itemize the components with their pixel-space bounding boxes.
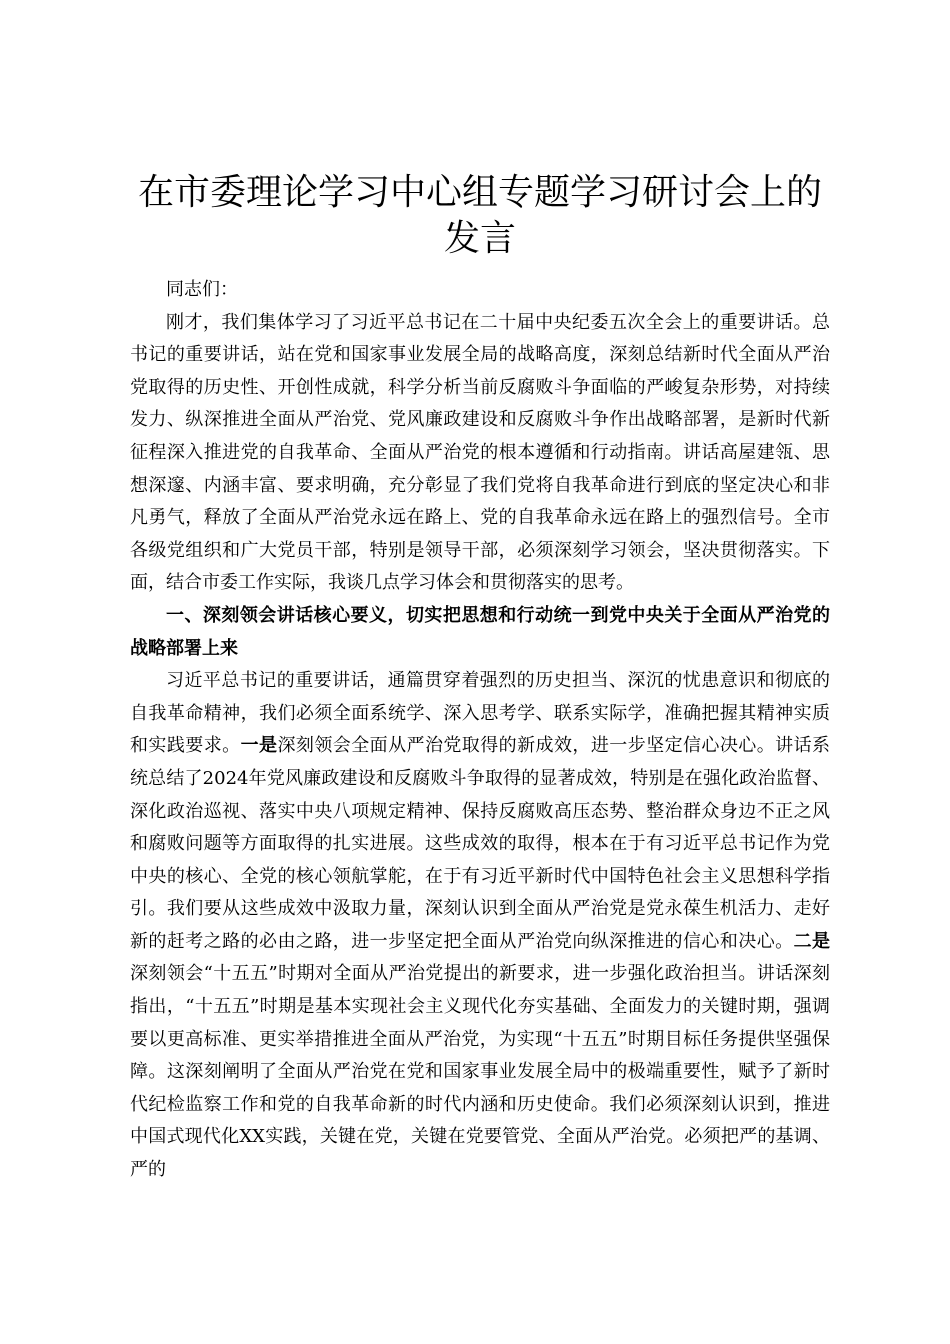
document-title: 在市委理论学习中心组专题学习研讨会上的发言: [137, 172, 822, 259]
salutation: 同志们：: [166, 279, 238, 300]
document-body: [130, 170, 830, 1187]
intro-paragraph: 刚才，我们集体学习了习近平总书记在二十届中央纪委五次全会上的重要讲话。总书记的重要讲话，站在党和国家事业发展全局的战略高度，深刻总结新时代全面从严治党取得的历史性、开创性成就，科学分析当前反腐败斗争面临的严峻复杂形势，对持续发力、纵深推进全面从严治党、党风廉政建设和反腐败斗争作出战略部署，是新时代新征程深入推进党的自我革命、全面从严治党的根本遵循和行动指南。讲话高屋建瓴、思想深邃、内涵丰富、要求明确，充分彰显了我们党将自我革命进行到底的坚定决心和非凡勇气，释放了全面从严治党永远在路上、党的自我革命永远在路上的强烈信号。全市各级党组织和广大党员干部，特别是领导干部，必须深刻学习领会，坚决贯彻落实。下面，结合市委工作实际，我谈几点学习体会和贯彻落实的思考。: [130, 311, 830, 594]
section-1-text-b: 深刻领会全面从严治党取得的新成效，进一步坚定信心决心。讲话系统总结了2024年党风廉政建设和反腐败斗争取得的显著成效，特别是在强化政治监督、深化政治巡视、落实中央八项规定精神、保持反腐败高压态势、整治群众身边不正之风和腐败问题等方面取得的扎实进展。这些成效的取得，根本在于有习近平总书记作为党中央的核心、全党的核心领航掌舵，在于有习近平新时代中国特色社会主义思想科学指引。我们要从这些成效中汲取力量，深刻认识到全面从严治党是党永葆生机活力、走好新的赶考之路的必由之路，进一步坚定把全面从严治党向纵深推进的信心和决心。: [130, 735, 831, 952]
section-1-text-a: 习近平总书记的重要讲话，通篇贯穿着强烈的历史担当、深沉的忧患意识和彻底的自我革命精神，我们必须全面系统学、深入思考学、联系实际学，准确把握其精神实质和实践要求。: [130, 670, 830, 757]
point-marker-1: 一是: [240, 735, 278, 757]
section-1-text-c: 深刻领会“十五五”时期对全面从严治党提出的新要求，进一步强化政治担当。讲话深刻指出，“十五五”时期是基本实现社会主义现代化夯实基础、全面发力的关键时期，强调要以更高标准、更实举措推进全面从严治党，为实现“十五五”时期目标任务提供坚强保障。这深刻阐明了全面从严治党在党和国家事业发展全局中的极端重要性，赋予了新时代纪检监察工作和党的自我革命新的时代内涵和历史使命。我们必须深刻认识到，推进中国式现代化XX实践，关键在党，关键在党要管党、全面从严治党。必须把严的基调、严的: [130, 963, 830, 1181]
section-1-paragraph: [130, 665, 830, 1187]
point-marker-2: 二是: [793, 930, 831, 952]
section-heading-1: 一、深刻领会讲话核心要义，切实把思想和行动统一到党中央关于全面从严治党的战略部署上来: [130, 604, 830, 659]
